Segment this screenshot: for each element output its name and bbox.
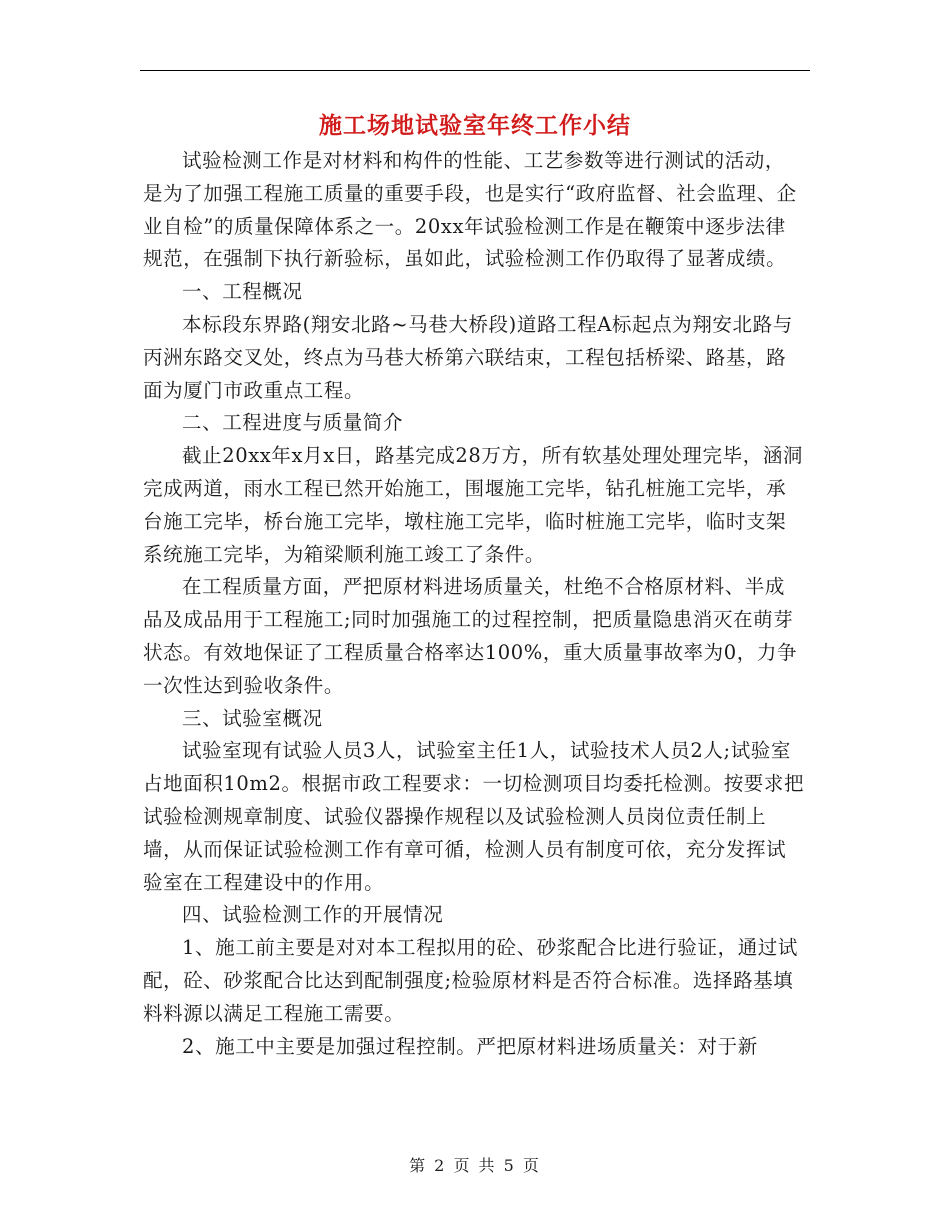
document-title: 施工场地试验室年终工作小结 <box>319 112 631 139</box>
section-heading-2: 二、工程进度与质量简介 <box>182 411 404 435</box>
paragraph-quality: 在工程质量方面，严把原材料进场质量关，杜绝不合格原材料、半成品及成品用于工程施工;同时加强施工的过程控制，把质量隐患消灭在萌芽状态。有效地保证了工程质量合格率达100%，重大质量事故率为0，力争一次性达到验收条件。 <box>143 575 798 697</box>
paragraph-progress: 截止20xx年x月x日，路基完成28万方，所有软基处理处理完毕，涵洞完成两道，雨水工程已然开始施工，围堰施工完毕，钻孔桩施工完毕，承台施工完毕，桥台施工完毕，墩柱施工完毕，临时桩施工完毕，临时支架系统施工完毕，为箱梁顺利施工竣工了条件。 <box>143 444 804 566</box>
paragraph-item-1: 1、施工前主要是对对本工程拟用的砼、砂浆配合比进行验证，通过试配，砼、砂浆配合比达到配制强度;检验原材料是否符合标准。选择路基填料料源以满足工程施工需要。 <box>143 936 799 1025</box>
section-heading-4: 四、试验检测工作的开展情况 <box>182 903 444 927</box>
paragraph-project-overview: 本标段东界路(翔安北路~马巷大桥段)道路工程A标起点为翔安北路与丙洲东路交叉处，终点为马巷大桥第六联结束，工程包括桥梁、路基，路面为厦门市政重点工程。 <box>143 312 793 402</box>
document-body <box>143 145 805 1063</box>
paragraph-intro: 试验检测工作是对材料和构件的性能、工艺参数等进行测试的活动，是为了加强工程施工质量的重要手段，也是实行“政府监督、社会监理、企业自检”的质量保障体系之一。20xx年试验检测工作是在鞭策中逐步法律规范，在强制下执行新验标，虽如此，试验检测工作仍取得了显著成绩。 <box>143 149 797 271</box>
paragraph-item-2: 2、施工中主要是加强过程控制。严把原材料进场质量关：对于新 <box>182 1034 758 1058</box>
paragraph-lab-overview: 试验室现有试验人员3人，试验室主任1人，试验技术人员2人;试验室占地面积10m2。根据市政工程要求：一切检测项目均委托检测。按要求把试验检测规章制度、试验仪器操作规程以及试验检测人员岗位责任制上墙，从而保证试验检测工作有章可循，检测人员有制度可依，充分发挥试验室在工程建设中的作用。 <box>143 739 805 894</box>
header-rule <box>140 70 810 71</box>
section-heading-3: 三、试验室概况 <box>182 706 323 730</box>
page-number-footer: 第 2 页 共 5 页 <box>409 1156 541 1175</box>
section-heading-1: 一、工程概况 <box>182 280 303 304</box>
